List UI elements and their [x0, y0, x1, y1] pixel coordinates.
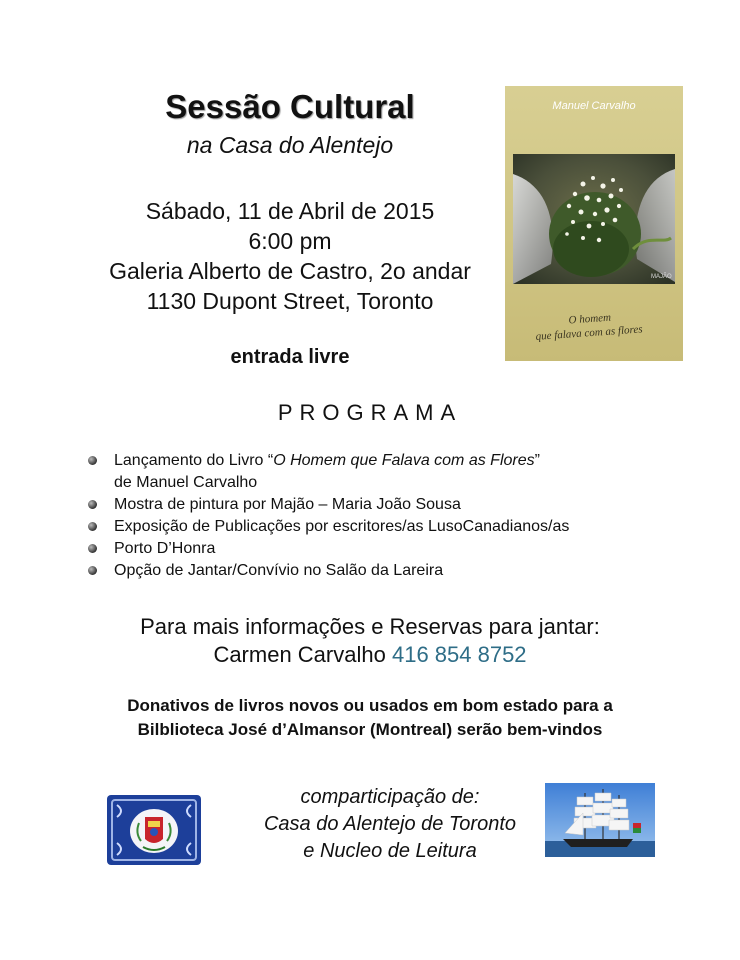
book-cover-image — [505, 86, 683, 361]
event-subtitle: na Casa do Alentejo — [186, 132, 394, 158]
programa-list — [86, 450, 569, 582]
bullet-icon — [88, 522, 97, 531]
item-text: Lançamento do Livro “ — [114, 452, 274, 469]
item-text: Porto D’Honra — [114, 540, 216, 557]
event-venue: Galeria Alberto de Castro, 2o andar — [109, 258, 471, 284]
event-title: Sessão Cultural — [165, 88, 415, 125]
list-item — [86, 450, 569, 494]
event-time: 6:00 pm — [248, 228, 332, 254]
list-item — [86, 560, 569, 582]
book-title-line1: O homem — [568, 311, 612, 327]
sponsor-intro: comparticipação de: — [300, 786, 480, 808]
book-title — [534, 306, 676, 344]
bullet-icon — [88, 456, 97, 465]
book-cover-painting — [513, 154, 675, 284]
item-book-title: O Homem que Falava com as Flores — [273, 452, 535, 469]
bullet-icon — [88, 544, 97, 553]
item-text: Exposição de Publicações por escritores/as LusoCanadianos/as — [114, 518, 570, 535]
item-text-end: ” — [534, 452, 540, 469]
item-text-line2: de Manuel Carvalho — [114, 474, 258, 491]
contact-line: Para mais informações e Reservas para jantar: — [140, 614, 600, 639]
sponsor-name-2: e Nucleo de Leitura — [303, 840, 477, 862]
painting-signature: MAJÃO — [651, 274, 672, 280]
item-text: Mostra de pintura por Majão – Maria João Sousa — [114, 496, 461, 513]
list-item — [86, 516, 569, 538]
list-item — [86, 538, 569, 560]
contact-name: Carmen Carvalho — [213, 642, 386, 667]
event-date: Sábado, 11 de Abril de 2015 — [145, 198, 435, 224]
sponsor-name-1: Casa do Alentejo de Toronto — [263, 813, 517, 835]
contact-phone[interactable]: 416 854 8752 — [391, 642, 527, 667]
list-item — [86, 494, 569, 516]
book-title-line2: que falava com as flores — [535, 323, 643, 343]
event-address: 1130 Dupont Street, Toronto — [146, 288, 434, 314]
entry-note: entrada livre — [230, 346, 350, 368]
contact-details — [0, 642, 740, 668]
donation-line-1: Donativos de livros novos ou usados em bom estado para a — [127, 696, 613, 715]
bullet-icon — [88, 500, 97, 509]
donation-line-2: Bilblioteca José d’Almansor (Montreal) serão bem-vindos — [137, 720, 603, 739]
bullet-icon — [88, 566, 97, 575]
programa-heading: PROGRAMA — [277, 400, 463, 425]
item-text: Opção de Jantar/Convívio no Salão da Lareira — [114, 562, 444, 579]
book-author: Manuel Carvalho — [552, 100, 636, 112]
tall-ship-photo — [545, 783, 655, 862]
